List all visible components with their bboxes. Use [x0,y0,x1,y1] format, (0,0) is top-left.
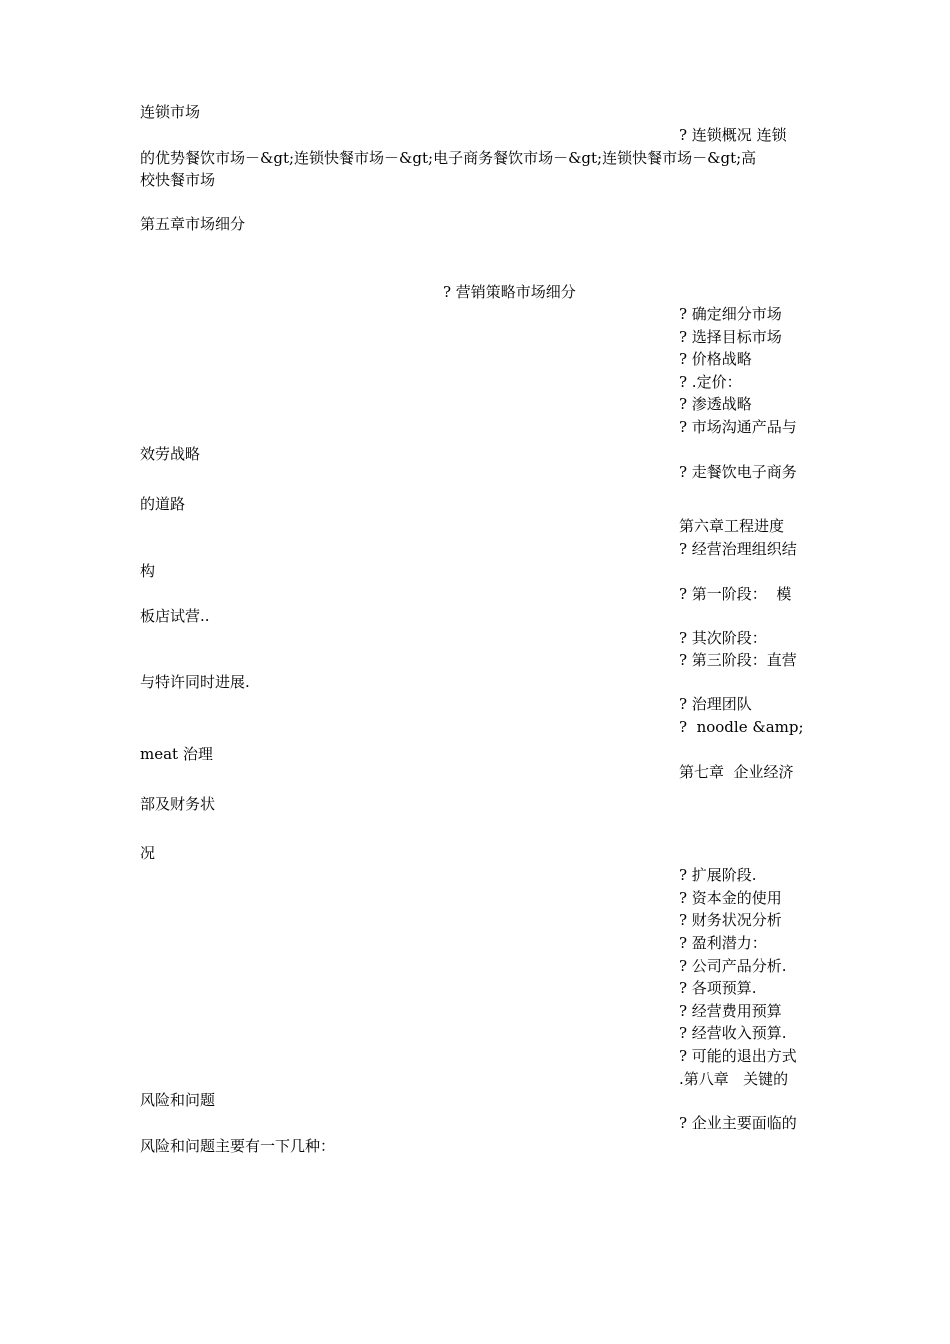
text-line: ? 资本金的使用 [679,889,782,907]
text-line: 板店试营.. [140,607,210,625]
text-line: meat 治理 [140,745,213,763]
text-line: ? 渗透战略 [679,395,752,413]
chapter-heading: 第五章市场细分 [140,215,246,233]
text-line: 部及财务状 [140,795,216,813]
text-line: ? 盈利潜力： [679,934,767,952]
text-line: 风险和问题主要有一下几种： [140,1137,336,1155]
text-line: ? 第三阶段：直营 [679,651,797,669]
text-line: ? 第一阶段： 模 [679,585,792,603]
text-line: ? 各项预算. [679,979,757,997]
text-line: ? .定价： [679,373,742,391]
text-line: 校快餐市场 [140,171,216,189]
text-line: ? 治理团队 [679,695,752,713]
text-line: 连锁市场 [140,103,201,121]
text-line: 与特许同时进展. [140,673,250,691]
text-line: 况 [140,844,156,862]
text-line: 风险和问题 [140,1091,216,1109]
text-line: ? 走餐饮电子商务 [679,463,797,481]
text-line: ? 其次阶段： [679,629,767,647]
text-line: ? noodle &amp; [679,718,804,736]
text-line: 的道路 [140,495,186,513]
text-line: ? 扩展阶段. [679,866,757,884]
text-line: ? 经营费用预算 [679,1002,782,1020]
text-line: ? 营销策略市场细分 [443,283,576,301]
text-line: ? 公司产品分析. [679,957,787,975]
text-line: ? 市场沟通产品与 [679,418,797,436]
text-line: ? 连锁概况 连锁 [679,126,787,144]
text-line: ? 可能的退出方式 [679,1047,797,1065]
text-line: ? 价格战略 [679,350,752,368]
chapter-heading: 第七章 企业经济 [679,763,794,781]
text-line: 构 [140,562,156,580]
text-line: 的优势餐饮市场－&gt;连锁快餐市场－&gt;电子商务餐饮市场－&gt;连锁快餐市场－&gt;高 [140,149,757,167]
text-line: ? 经营收入预算. [679,1024,787,1042]
chapter-heading: 第六章工程进度 [679,517,785,535]
text-line: ? 确定细分市场 [679,305,782,323]
text-line: ? 企业主要面临的 [679,1114,797,1132]
chapter-heading: .第八章 关键的 [679,1070,789,1088]
text-line: ? 财务状况分析 [679,911,782,929]
text-line: ? 选择目标市场 [679,328,782,346]
text-line: ? 经营治理组织结 [679,540,797,558]
text-line: 效劳战略 [140,445,201,463]
